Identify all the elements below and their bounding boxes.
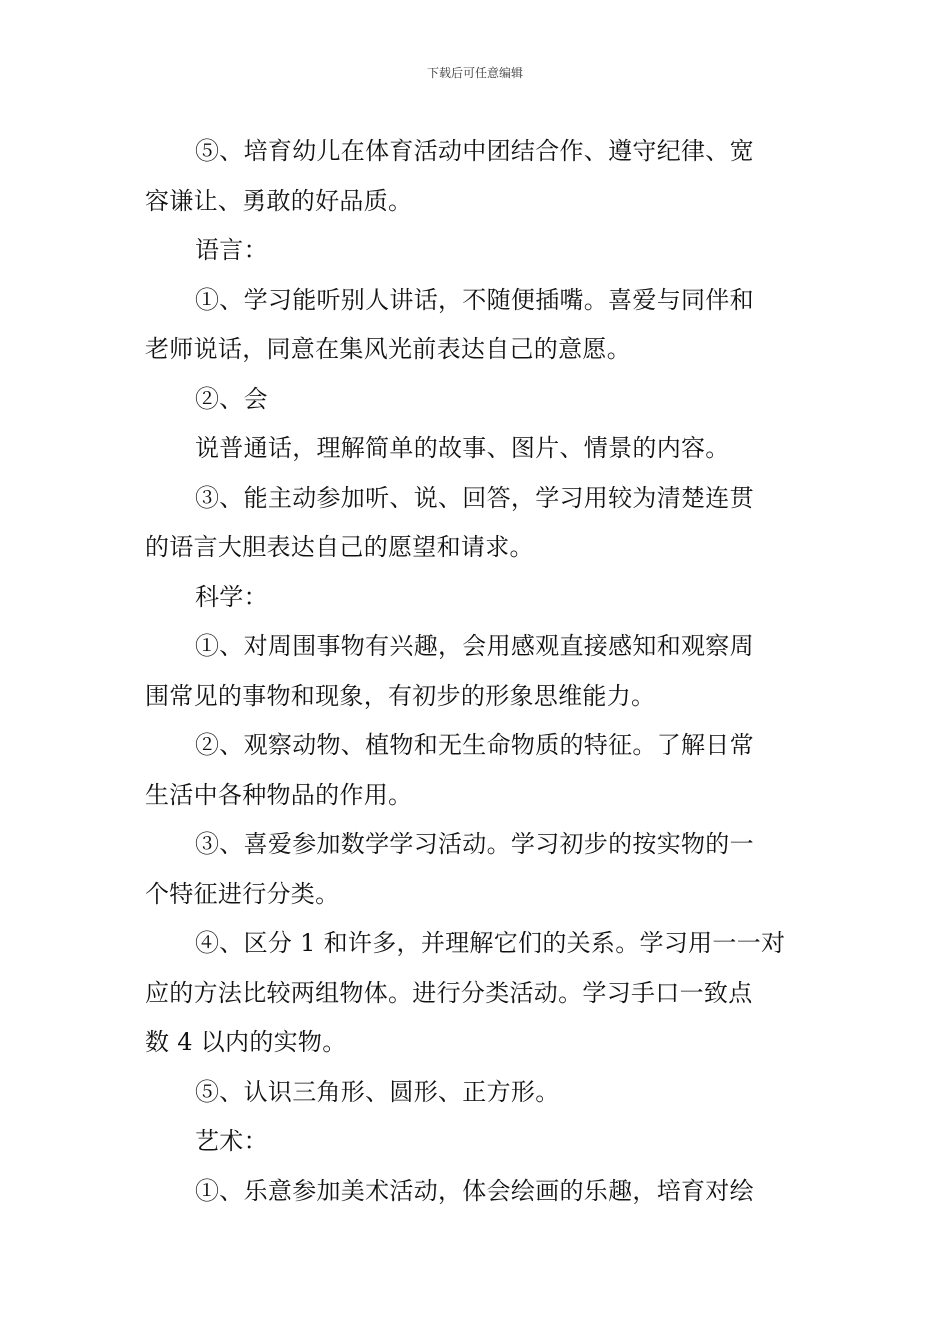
- paragraph-line: 容谦让、勇敢的好品质。: [145, 186, 413, 215]
- paragraph-line: 说普通话，理解简单的故事、图片、情景的内容。: [195, 434, 730, 462]
- paragraph-line: ②、观察动物、植物和无生命物质的特征。了解日常: [195, 731, 754, 759]
- paragraph-line: ④、区分 1 和许多，并理解它们的关系。学习用一一对: [195, 929, 786, 957]
- paragraph-line: 老师说话，同意在集风光前表达自己的意愿。: [145, 335, 631, 363]
- paragraph-line: 应的方法比较两组物体。进行分类活动。学习手口一致点: [145, 978, 753, 1007]
- paragraph-line: ①、对周围事物有兴趣，会用感观直接感知和观察周: [195, 632, 754, 660]
- section-heading-art: 艺术：: [195, 1127, 268, 1155]
- paragraph-line: ①、学习能听别人讲话，不随便插嘴。喜爱与同伴和: [195, 285, 754, 314]
- document-body: [145, 127, 810, 1216]
- page-header-note: 下载后可任意编辑: [426, 66, 523, 80]
- paragraph-line: ⑤、培育幼儿在体育活动中团结合作、遵守纪律、宽: [195, 137, 754, 165]
- paragraph-line: 个特征进行分类。: [145, 879, 340, 908]
- paragraph-line: ①、乐意参加美术活动，体会绘画的乐趣，培育对绘: [195, 1176, 754, 1205]
- paragraph-line: 的语言大胆表达自己的愿望和请求。: [145, 533, 534, 561]
- paragraph-line: ③、喜爱参加数学学习活动。学习初步的按实物的一: [195, 830, 754, 858]
- paragraph-line: 数 4 以内的实物。: [145, 1028, 347, 1056]
- paragraph-line: ⑤、认识三角形、圆形、正方形。: [195, 1077, 560, 1106]
- section-heading-science: 科学：: [195, 582, 268, 611]
- paragraph-line: 围常见的事物和现象，有初步的形象思维能力。: [145, 681, 656, 710]
- paragraph-line: ②、会: [195, 384, 268, 413]
- paragraph-line: ③、能主动参加听、说、回答，学习用较为清楚连贯: [195, 483, 754, 512]
- paragraph-line: 生活中各种物品的作用。: [145, 780, 413, 809]
- section-heading-language: 语言：: [195, 236, 268, 264]
